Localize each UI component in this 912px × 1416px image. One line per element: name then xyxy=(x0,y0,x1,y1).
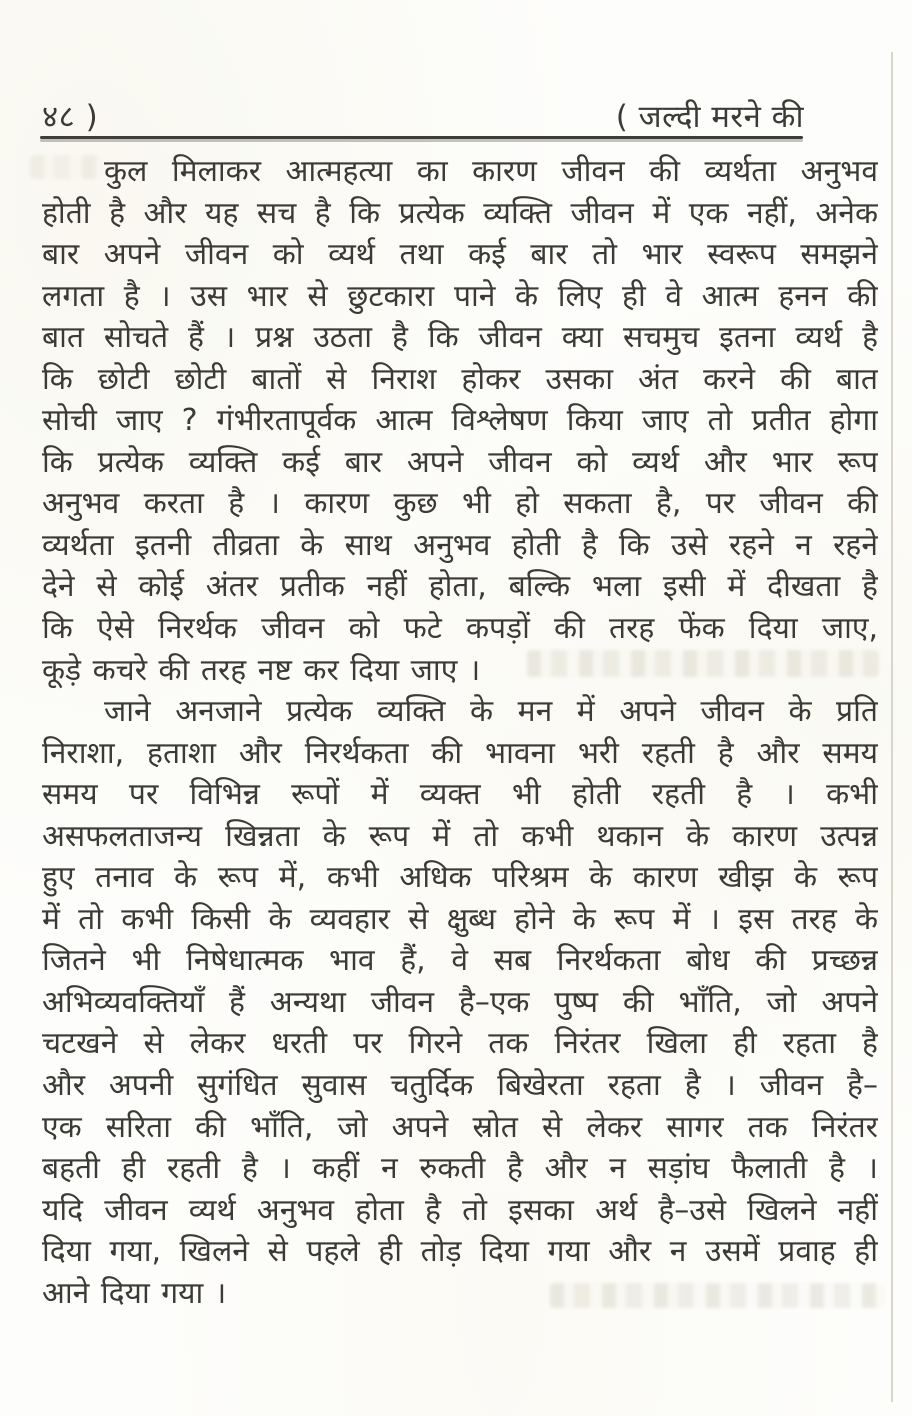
header-rule xyxy=(40,136,803,139)
text-line: असफलताजन्य खिन्नता के रूप में तो कभी थकान के कारण उत्पन्न xyxy=(42,818,878,854)
text-line: अनुभव करता है । कारण कुछ भी हो सकता है, पर जीवन की xyxy=(42,486,878,522)
text-line: व्यर्थता इतनी तीव्रता के साथ अनुभव होती है कि उसे रहने न रहने xyxy=(42,527,878,563)
page-number: ४८ ) xyxy=(42,99,99,135)
running-title: ( जल्दी मरने की xyxy=(615,99,804,135)
text-line: बहती ही रहती है । कहीं न रुकती है और न सड़ांघ फैलाती है । xyxy=(42,1151,878,1187)
text-line: दिया गया, खिलने से पहले ही तोड़ दिया गया और न उसमें प्रवाह ही xyxy=(42,1234,878,1270)
text-line: में तो कभी किसी के व्यवहार से क्षुब्ध होने के रूप में । इस तरह के xyxy=(42,901,878,937)
text-line: समय पर विभिन्न रूपों में व्यक्त भी होती रहती है । कभी xyxy=(42,777,878,813)
text-line: चटखने से लेकर धरती पर गिरने तक निरंतर खिला ही रहता है xyxy=(42,1026,878,1062)
ink-bleed-artifact xyxy=(550,1283,885,1308)
text-line: एक सरिता की भाँति, जो अपने स्रोत से लेकर सागर तक निरंतर xyxy=(42,1109,878,1145)
text-line: अभिव्यवक्तियाँ हैं अन्यथा जीवन है–एक पुष्प की भाँति, जो अपने xyxy=(42,984,878,1020)
scan-edge-line xyxy=(891,52,893,1402)
text-line: कि छोटी छोटी बातों से निराश होकर उसका अंत करने की बात xyxy=(42,361,878,397)
text-line: होती है और यह सच है कि प्रत्येक व्यक्ति जीवन में एक नहीं, अनेक xyxy=(42,195,878,231)
page-header xyxy=(42,95,804,137)
text-line: लगता है । उस भार से छुटकारा पाने के लिए ही वे आत्म हनन की xyxy=(42,278,878,314)
text-line: जितने भी निषेधात्मक भाव हैं, वे सब निरर्थकता बोध की प्रच्छन्न xyxy=(42,943,878,979)
text-line: आने दिया गया । xyxy=(42,1275,227,1311)
text-line: कुल मिलाकर आत्महत्या का कारण जीवन की व्यर्थता अनुभव xyxy=(104,154,878,189)
text-line: सोची जाए ? गंभीरतापूर्वक आत्म विश्लेषण किया जाए तो प्रतीत होगा xyxy=(42,403,878,439)
text-line: बात सोचते हैं । प्रश्न उठता है कि जीवन क्या सचमुच इतना व्यर्थ है xyxy=(42,320,878,356)
text-line: बार अपने जीवन को व्यर्थ तथा कई बार तो भार स्वरूप समझने xyxy=(42,237,878,273)
text-line: कि प्रत्येक व्यक्ति कई बार अपने जीवन को व्यर्थ और भार रूप xyxy=(42,444,878,480)
text-line: यदि जीवन व्यर्थ अनुभव होता है तो इसका अर्थ है–उसे खिलने नहीं xyxy=(42,1192,878,1228)
text-line: निराशा, हताशा और निरर्थकता की भावना भरी रहती है और समय xyxy=(42,735,878,771)
text-line: और अपनी सुगंधित सुवास चतुर्दिक बिखेरता रहता है । जीवन है– xyxy=(42,1068,878,1104)
text-line: कूड़े कचरे की तरह नष्ट कर दिया जाए । xyxy=(42,652,481,688)
ink-bleed-artifact xyxy=(30,155,102,179)
page-body xyxy=(42,151,878,1314)
text-line: कि ऐसे निरर्थक जीवन को फटे कपड़ों की तरह फेंक दिया जाए, xyxy=(42,611,878,647)
text-line: हुए तनाव के रूप में, कभी अधिक परिश्रम के कारण खीझ के रूप xyxy=(42,860,878,896)
text-line: देने से कोई अंतर प्रतीक नहीं होता, बल्कि भला इसी में दीखता है xyxy=(42,569,878,605)
ink-bleed-artifact xyxy=(527,650,879,677)
text-line: जाने अनजाने प्रत्येक व्यक्ति के मन में अपने जीवन के प्रति xyxy=(104,694,878,730)
